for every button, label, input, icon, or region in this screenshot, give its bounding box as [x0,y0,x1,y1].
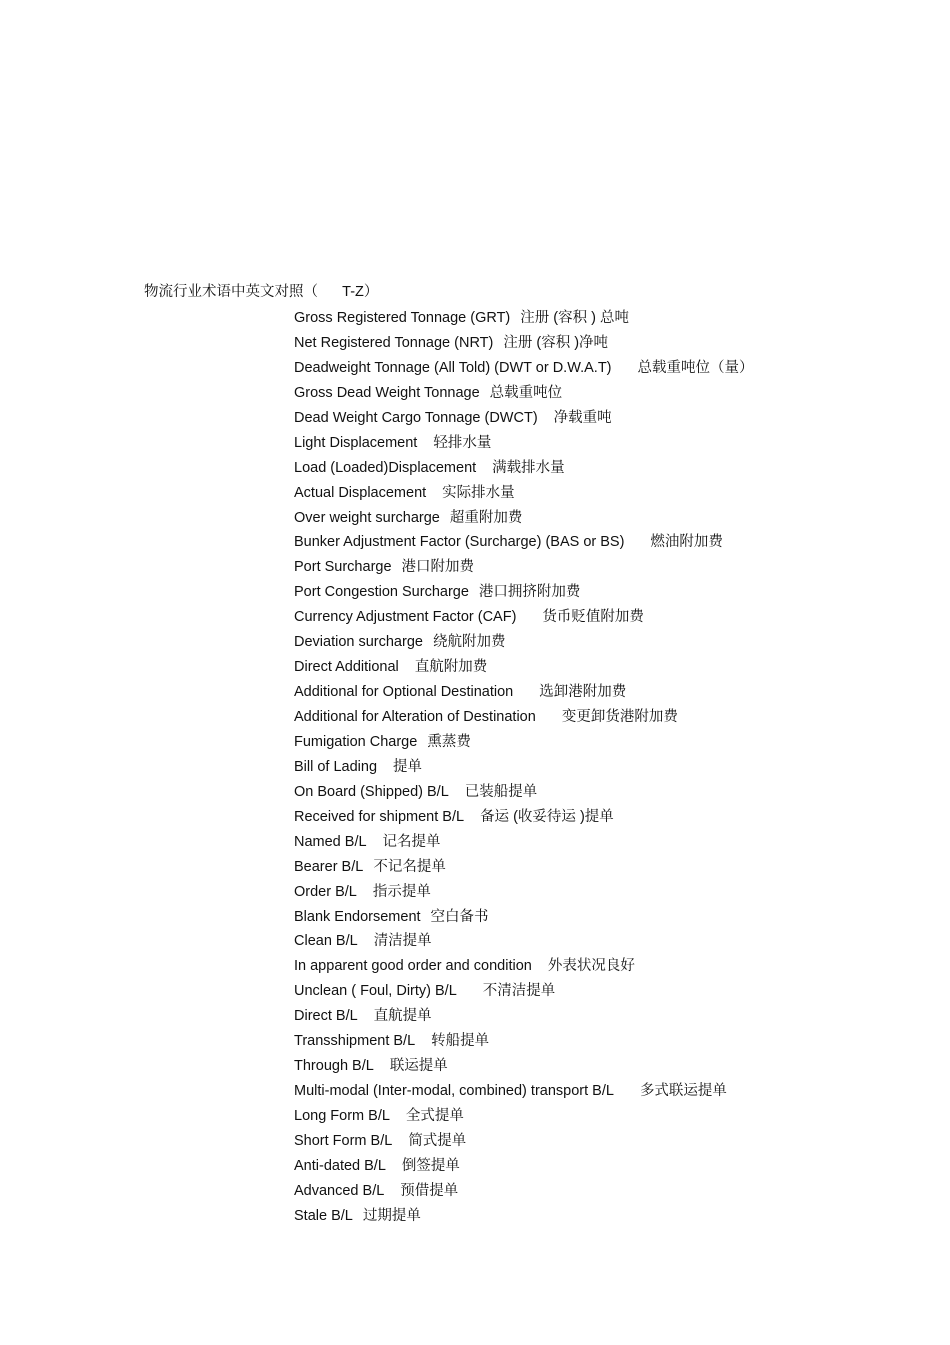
term-row [294,881,914,906]
term-english: Through B/L [294,1058,374,1075]
term-row [294,756,914,781]
term-english: Gross Dead Weight Tonnage [294,384,480,401]
term-english: Additional for Alteration of Destination [294,709,536,725]
term-english: In apparent good order and condition [294,958,532,975]
term-row [294,1130,914,1155]
term-row [294,606,914,631]
term-row [294,382,914,407]
term-chinese: 简式提单 [408,1132,467,1149]
term-chinese: 总载重吨位（量） [637,359,754,376]
term-chinese: 不清洁提单 [482,983,556,1000]
term-english: Fumigation Charge [294,733,418,750]
term-chinese: 熏蒸费 [427,733,471,750]
term-chinese: 直航提单 [373,1008,432,1025]
term-row [294,856,914,881]
term-chinese: 注册 (容积 ) 总吨 [520,310,630,326]
term-chinese: 已装船提单 [464,783,538,800]
term-row [294,1030,914,1055]
term-row [294,357,914,382]
term-chinese: 净载重吨 [553,409,612,426]
term-english: Clean B/L [294,933,358,950]
term-row [294,706,914,731]
term-row [294,955,914,980]
term-chinese: 全式提单 [405,1108,464,1124]
term-english: Gross Registered Tonnage (GRT) [294,310,511,326]
term-chinese: 预借提单 [400,1182,459,1199]
term-row [294,1180,914,1205]
term-chinese: 提单 [393,758,423,775]
term-chinese: 联运提单 [389,1058,448,1075]
term-english: Stale B/L [294,1207,353,1224]
term-chinese: 多式联运提单 [639,1083,727,1100]
term-row [294,1080,914,1105]
term-row [294,432,914,457]
term-english: Additional for Optional Destination [294,684,514,701]
term-english: Anti-dated B/L [294,1157,386,1174]
term-row [294,831,914,856]
term-english: Actual Displacement [294,484,427,501]
term-chinese: 货币贬值附加费 [542,609,644,626]
term-chinese: 变更卸货港附加费 [561,709,678,725]
term-row [294,980,914,1005]
term-chinese: 不记名提单 [373,858,446,875]
term-chinese: 注册 (容积 )净吨 [503,334,609,351]
term-row [294,507,914,532]
term-chinese: 轻排水量 [433,434,492,451]
term-chinese: 绕航附加费 [432,634,506,651]
term-english: Port Congestion Surcharge [294,584,469,601]
term-chinese: 倒签提单 [401,1157,460,1174]
term-row [294,332,914,357]
term-row [294,1155,914,1180]
term-row [294,1005,914,1030]
term-chinese: 选卸港附加费 [539,684,627,701]
term-english: Bill of Lading [294,758,378,775]
term-chinese: 燃油附加费 [650,534,723,551]
term-english: Unclean ( Foul, Dirty) B/L [294,983,457,1000]
term-english: Light Displacement [294,434,418,451]
term-english: Port Surcharge [294,559,392,576]
term-english: Deadweight Tonnage (All Told) (DWT or D.W.A.T) [294,359,612,376]
term-english: Bunker Adjustment Factor (Surcharge) (BAS or BS) [294,534,625,551]
term-row [294,656,914,681]
term-chinese: 备运 (收妥待运 )提单 [480,808,614,825]
term-chinese: 转船提单 [431,1033,490,1050]
term-row [294,556,914,581]
term-chinese: 清洁提单 [373,933,432,950]
term-row [294,1205,914,1230]
term-english: Transshipment B/L [294,1033,416,1050]
term-chinese: 指示提单 [372,883,431,900]
term-chinese: 实际排水量 [442,484,515,501]
term-chinese: 过期提单 [362,1207,421,1224]
term-chinese: 港口拥挤附加费 [478,584,581,601]
term-chinese: 总载重吨位 [489,384,563,401]
term-english: Long Form B/L [294,1108,390,1124]
term-english: Order B/L [294,883,357,900]
term-row [294,1055,914,1080]
term-chinese: 满载排水量 [492,459,565,476]
term-english: Short Form B/L [294,1132,393,1149]
term-list [294,307,914,1230]
term-chinese: 记名提单 [382,833,441,850]
term-english: Load (Loaded)Displacement [294,459,477,476]
term-row [294,531,914,556]
term-chinese: 空白备书 [430,908,489,925]
term-english: Over weight surcharge [294,509,440,526]
term-row [294,307,914,332]
term-english: On Board (Shipped) B/L [294,783,449,800]
term-row [294,681,914,706]
term-chinese: 外表状况良好 [547,958,635,975]
term-english: Net Registered Tonnage (NRT) [294,334,494,351]
term-english: Named B/L [294,833,367,850]
term-row [294,581,914,606]
term-chinese: 超重附加费 [449,509,523,526]
term-row [294,482,914,507]
term-chinese: 港口附加费 [401,559,475,576]
term-english: Advanced B/L [294,1182,385,1199]
term-row [294,631,914,656]
term-english: Blank Endorsement [294,908,421,925]
term-row [294,731,914,756]
term-english: Multi-modal (Inter-modal, combined) transport B/L [294,1083,614,1100]
term-chinese: 直航附加费 [414,659,488,676]
term-row [294,457,914,482]
term-english: Direct B/L [294,1008,358,1025]
document-title: 物流行业术语中英文对照（ T-Z） [144,284,379,300]
term-row [294,407,914,432]
term-english: Direct Additional [294,659,399,676]
term-english: Currency Adjustment Factor (CAF) [294,609,517,626]
term-english: Received for shipment B/L [294,808,465,825]
term-english: Bearer B/L [294,858,364,875]
term-row [294,781,914,806]
term-english: Deviation surcharge [294,634,423,651]
term-row [294,1105,914,1130]
term-row [294,930,914,955]
term-row [294,806,914,831]
term-row [294,906,914,931]
term-english: Dead Weight Cargo Tonnage (DWCT) [294,409,538,426]
